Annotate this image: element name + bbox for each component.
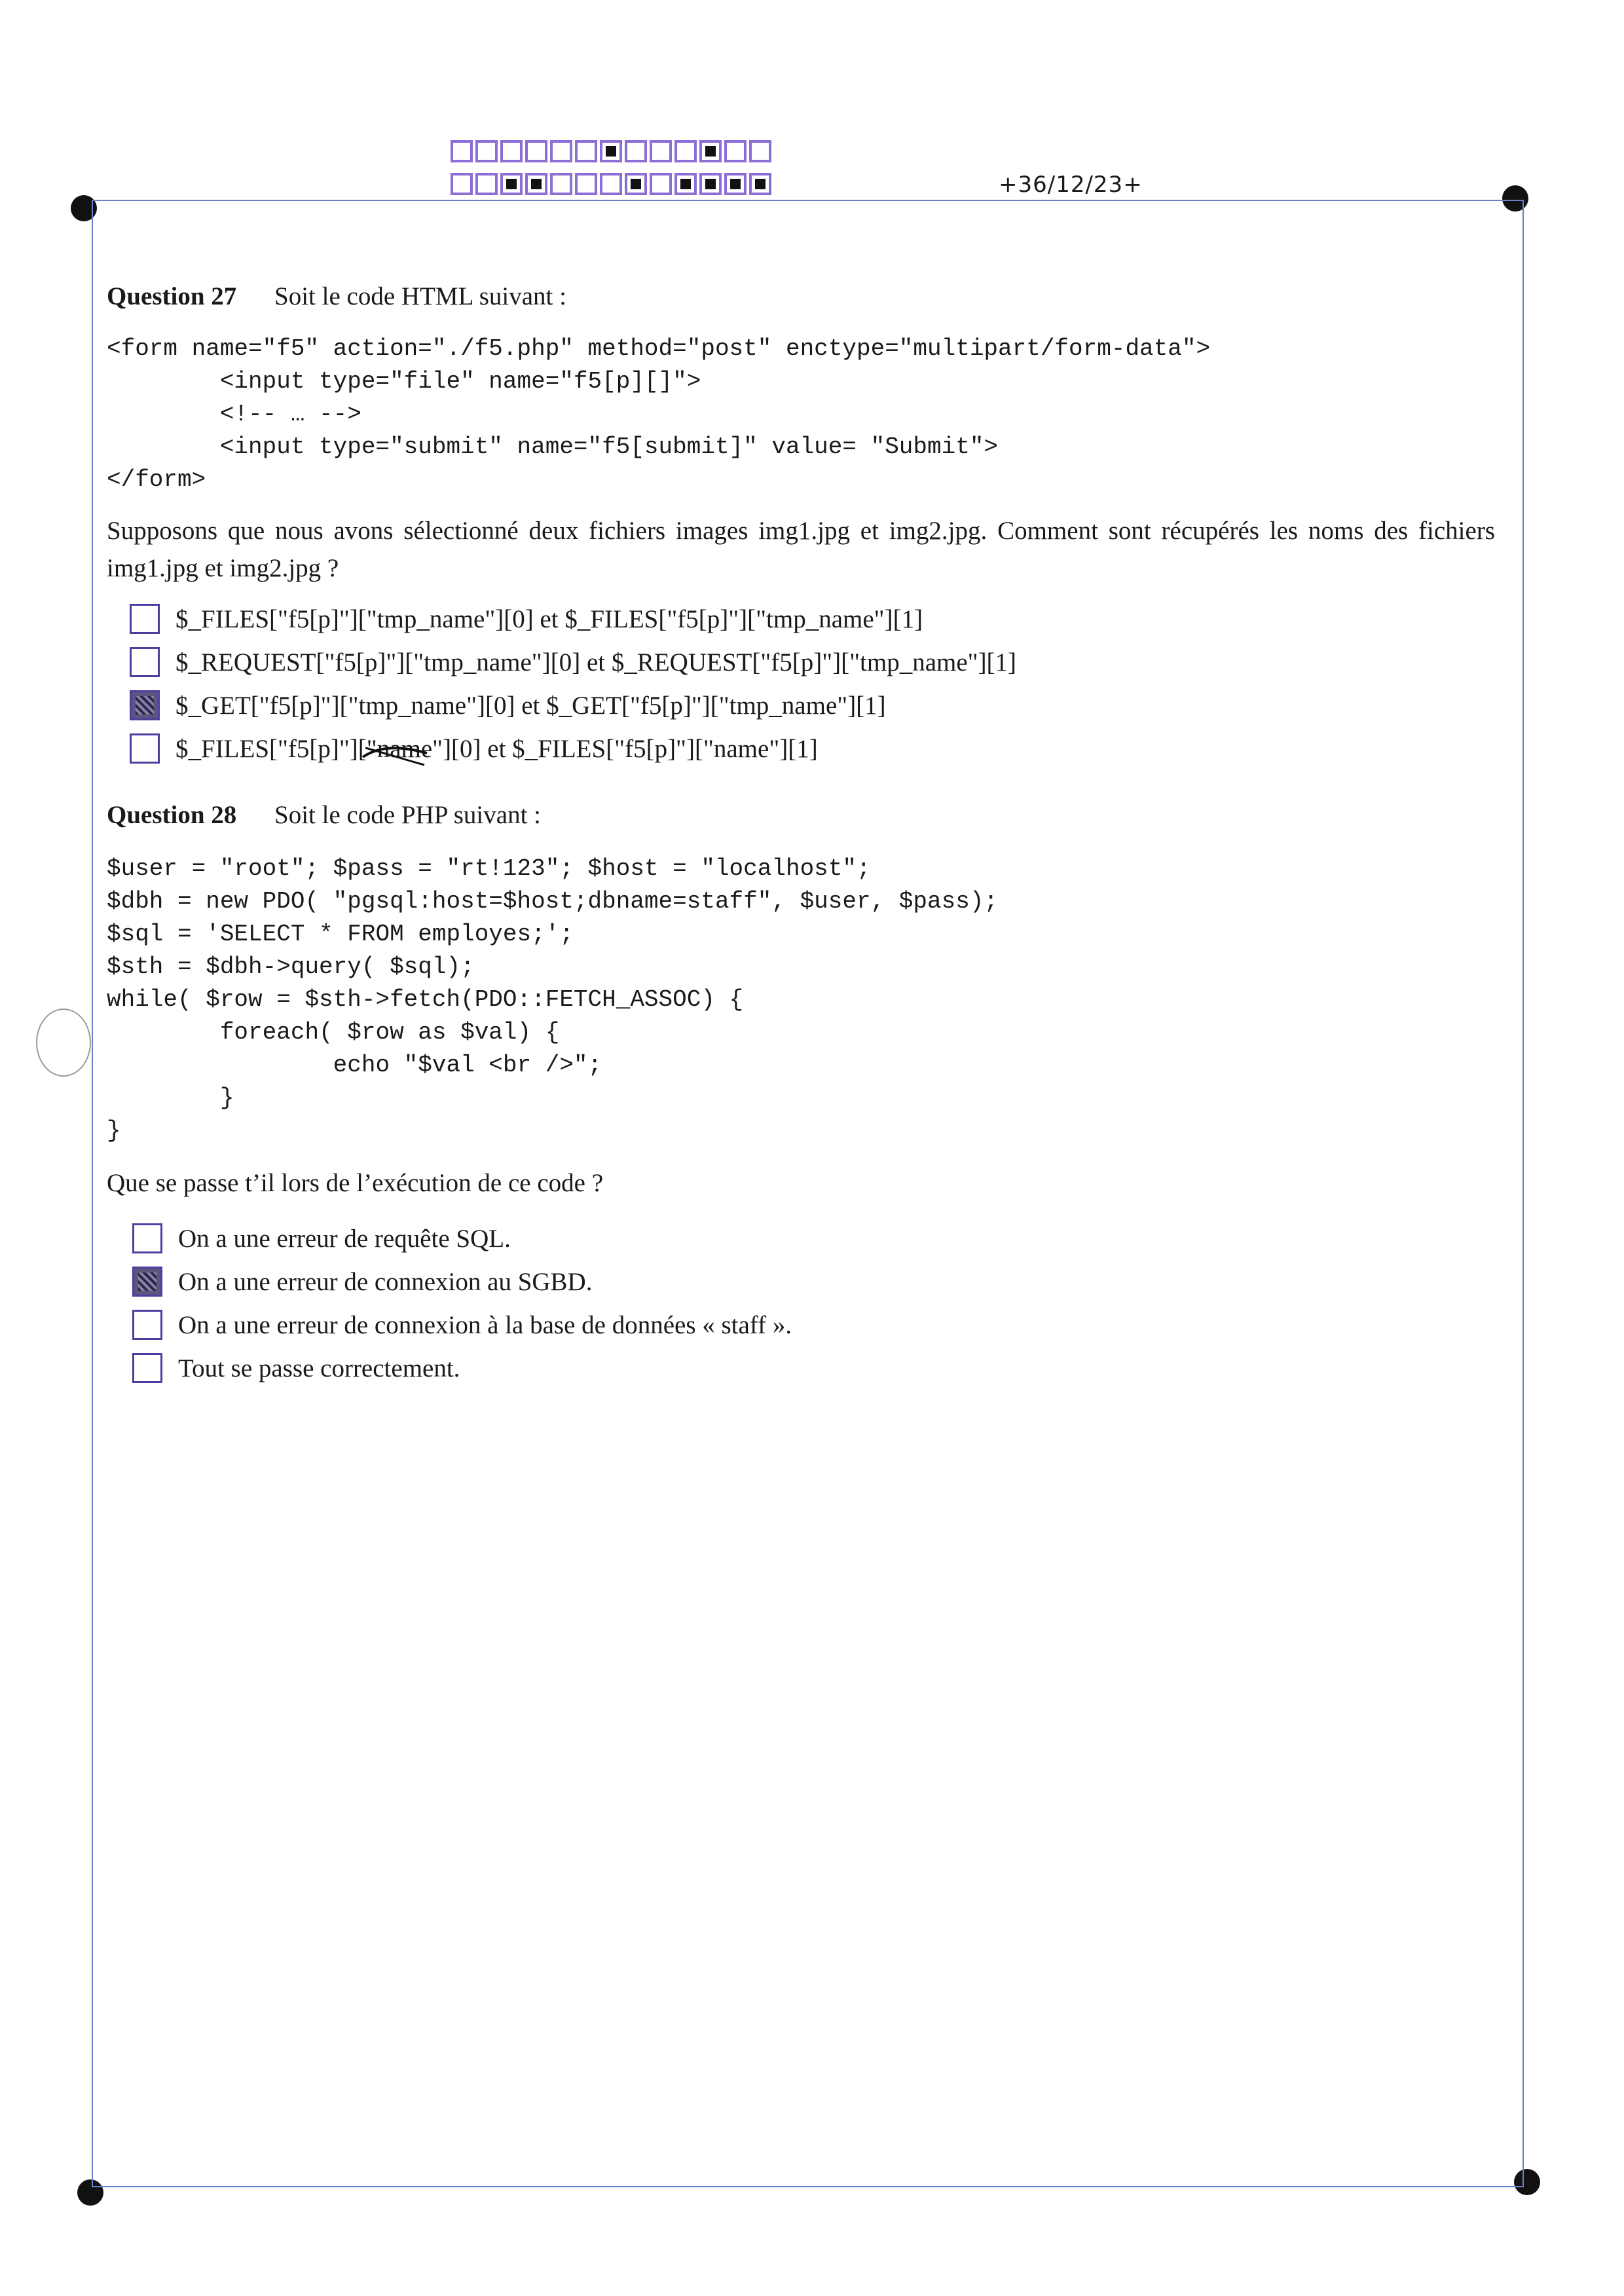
- q27-option-4[interactable]: [130, 733, 818, 764]
- q27-option-4-label: $_FILES["f5[p]"]["name"][0] et $_FILES["f5[p]"]["name"][1]: [175, 734, 818, 763]
- q27-option-2-label: $_REQUEST["f5[p]"]["tmp_name"][0] et $_REQUEST["f5[p]"]["tmp_name"][1]: [175, 648, 1017, 676]
- barcode-cell: [600, 173, 622, 195]
- q27-option-3-checkbox[interactable]: [130, 690, 160, 720]
- barcode-cell: [724, 173, 747, 195]
- q28-option-1[interactable]: [132, 1223, 511, 1253]
- q27-option-2-checkbox[interactable]: [130, 647, 160, 677]
- barcode-cell: [724, 140, 747, 162]
- q27-prompt: Soit le code HTML suivant :: [274, 282, 566, 310]
- barcode-cell: [451, 140, 473, 162]
- handwritten-strike-mark: [359, 733, 431, 773]
- barcode-cell: [525, 140, 547, 162]
- q27-question: Supposons que nous avons sélectionné deux fichiers images img1.jpg et img2.jpg. Comment sont récupérés les noms des fichiers img1.jpg et img2.jpg ?: [107, 517, 1495, 582]
- q28-option-4-label: Tout se passe correctement.: [178, 1354, 460, 1382]
- q28-option-4-checkbox[interactable]: [132, 1353, 162, 1383]
- q28-option-3-checkbox[interactable]: [132, 1310, 162, 1340]
- barcode-cell: [550, 173, 572, 195]
- q28-option-2-label: On a une erreur de connexion au SGBD.: [178, 1267, 593, 1296]
- barcode-cell: [500, 140, 523, 162]
- barcode-cell: [749, 140, 771, 162]
- q28-heading: [107, 800, 541, 830]
- q28-question: Que se passe t’il lors de l’exécution de ce code ?: [107, 1169, 604, 1197]
- q28-option-3[interactable]: [132, 1310, 792, 1340]
- barcode-cell: [674, 140, 697, 162]
- barcode-cell: [699, 173, 722, 195]
- barcode-cell: [550, 140, 572, 162]
- q27-option-3[interactable]: [130, 690, 886, 720]
- barcode-cell: [575, 140, 597, 162]
- q28-option-1-label: On a une erreur de requête SQL.: [178, 1224, 511, 1253]
- barcode-cell: [451, 173, 473, 195]
- q28-option-4[interactable]: [132, 1353, 460, 1383]
- q27-number: Question 27: [107, 282, 237, 310]
- barcode-cell: [650, 173, 672, 195]
- page-id: +36/12/23+: [999, 172, 1143, 198]
- barcode-cell: [625, 140, 647, 162]
- q27-option-1-label: $_FILES["f5[p]"]["tmp_name"][0] et $_FILES["f5[p]"]["tmp_name"][1]: [175, 604, 923, 633]
- barcode-cell: [600, 140, 622, 162]
- barcode-cell: [749, 173, 771, 195]
- barcode-cell: [575, 173, 597, 195]
- barcode-cell: [674, 173, 697, 195]
- q27-option-1-checkbox[interactable]: [130, 604, 160, 634]
- q27-option-4-checkbox[interactable]: [130, 733, 160, 764]
- barcode-row-1: [451, 140, 771, 162]
- q28-option-2-checkbox[interactable]: [132, 1267, 162, 1297]
- q27-code: <form name="f5" action="./f5.php" method="post" enctype="multipart/form-data"> <input type="file" name="f5[p][]"> <!-- … --> <input type="submit" name="f5[submit]" value= "Submit"> </form>: [107, 335, 1211, 493]
- barcode-cell: [475, 173, 498, 195]
- barcode-cell: [500, 173, 523, 195]
- q28-code: $user = "root"; $pass = "rt!123"; $host = "localhost"; $dbh = new PDO( "pgsql:host=$host;dbname=staff", $user, $pass); $sql = 'SELECT * FROM employes;'; $sth = $dbh->query( $sql); while( $row = $sth->fetch(PDO::FETCH_ASSOC) { foreach( $row as $val) { echo "$val <br />"; } }: [107, 855, 999, 1144]
- q28-number: Question 28: [107, 801, 237, 829]
- q27-option-3-label: $_GET["f5[p]"]["tmp_name"][0] et $_GET["f5[p]"]["tmp_name"][1]: [175, 691, 886, 720]
- barcode-cell: [475, 140, 498, 162]
- q28-prompt: Soit le code PHP suivant :: [274, 801, 541, 829]
- barcode-row-2: [451, 173, 771, 195]
- q27-option-2[interactable]: [130, 647, 1016, 677]
- barcode-cell: [625, 173, 647, 195]
- q28-option-3-label: On a une erreur de connexion à la base de données « staff ».: [178, 1310, 792, 1339]
- q28-option-2[interactable]: [132, 1267, 592, 1297]
- q28-option-1-checkbox[interactable]: [132, 1223, 162, 1253]
- barcode-cell: [525, 173, 547, 195]
- q27-heading: [107, 282, 566, 311]
- barcode-cell: [650, 140, 672, 162]
- handwritten-oval-mark: [36, 1009, 91, 1077]
- barcode-cell: [699, 140, 722, 162]
- q27-option-1[interactable]: [130, 604, 923, 634]
